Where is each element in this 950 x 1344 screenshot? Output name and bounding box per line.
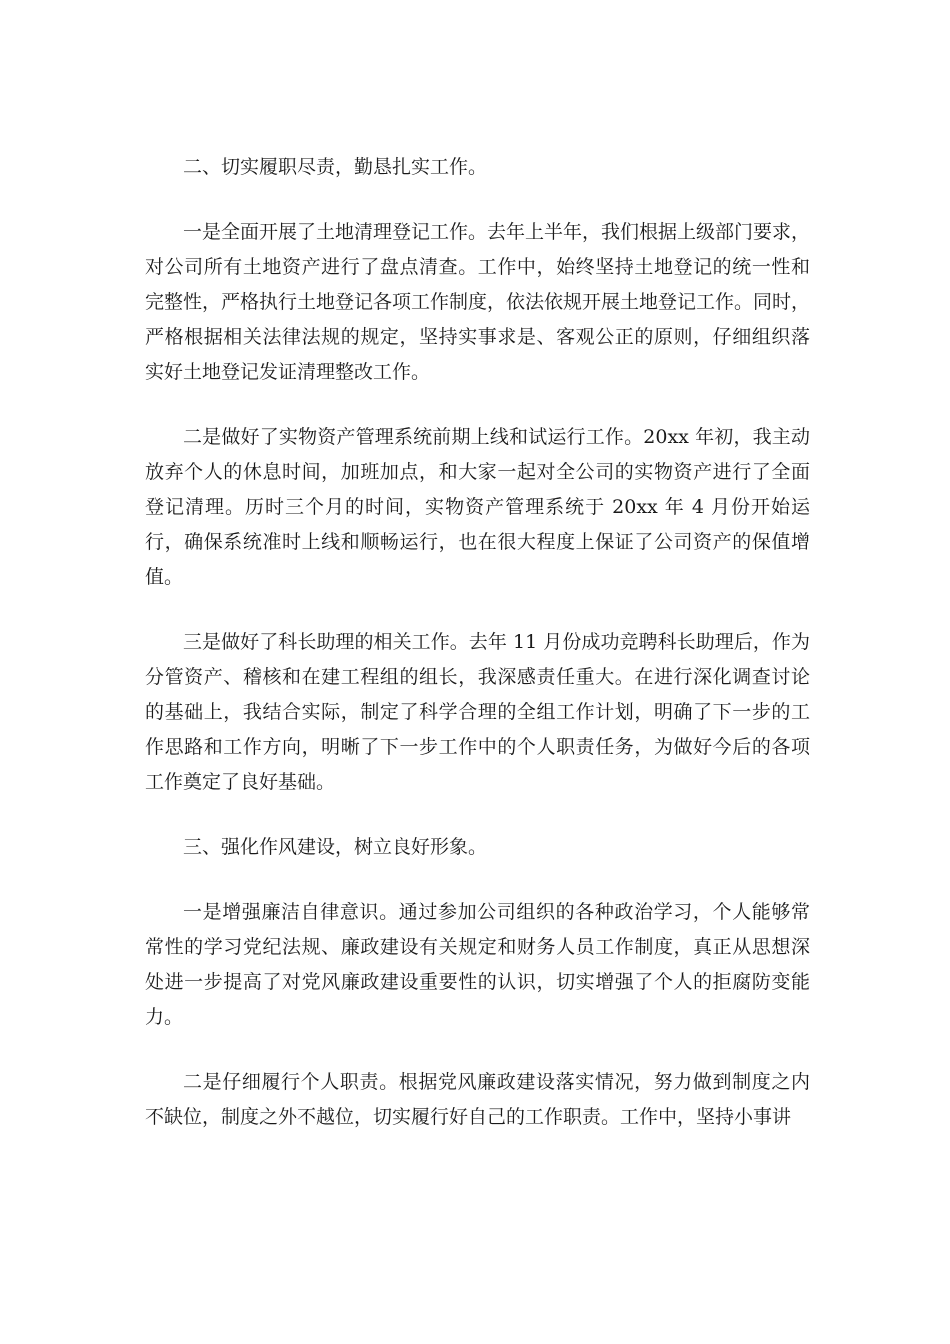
- text-line: 处进一步提高了对党风廉政建设重要性的认识，切实增强了个人的拒腐防变能: [145, 971, 810, 993]
- text-line: 二是做好了实物资产管理系统前期上线和试运行工作。20xx 年初，我主: [183, 426, 791, 448]
- text-line: 力。: [145, 1006, 184, 1028]
- text-line: 不缺位，制度之外不越位，切实履行好自己的工作职责。工作中，坚持小事讲: [145, 1106, 792, 1128]
- section-heading-2: 二、切实履职尽责，勤恳扎实工作。: [183, 156, 488, 178]
- text-line: 面登记清理。历时三个月的时间，实物资产管理系统于 20xx 年 4 月份开始运行，: [145, 461, 810, 553]
- text-line: 完整性，严格执行土地登记各项工作制度，依法依规开展土地登记工作。同时，: [145, 291, 811, 313]
- text-line: 常性的学习党纪法规、廉政建设有关规定和财务人员工作制度，真正从思想深: [145, 936, 810, 958]
- text-line: 对公司所有土地资产进行了盘点清查。工作中，始终坚持土地登记的统一性和: [145, 256, 810, 278]
- text-line: 二是仔细履行个人职责。根据党风廉政建设落实情况，努力做到制度之内: [183, 1071, 810, 1093]
- text-line: 三是做好了科长助理的相关工作。去年 11 月份成功竞聘科长助理后，作: [183, 631, 791, 653]
- paragraph-duty-fulfillment: [145, 1065, 810, 1135]
- text-line: 论的基础上，我结合实际，制定了科学合理的全组工作计划，明确了下一步的: [145, 666, 810, 723]
- document-body: [145, 150, 810, 1165]
- text-line: 实好土地登记发证清理整改工作。: [145, 361, 431, 383]
- text-line: 工作思路和工作方向，明晰了下一步工作中的个人职责任务，为做好今后的各: [145, 701, 810, 758]
- text-line: 动放弃个人的休息时间，加班加点，和大家一起对全公司的实物资产进行了全: [145, 426, 810, 483]
- text-line: 为分管资产、稽核和在建工程组的组长，我深感责任重大。在进行深化调查讨: [145, 631, 810, 688]
- text-line: 一是全面开展了土地清理登记工作。去年上半年，我们根据上级部门要求，: [183, 221, 811, 243]
- paragraph-section-assistant: [145, 625, 810, 800]
- text-line: 严格根据相关法律法规的规定，坚持实事求是、客观公正的原则，仔细组织落: [145, 326, 810, 348]
- paragraph-asset-system: [145, 420, 810, 595]
- paragraph-integrity-awareness: [145, 895, 810, 1035]
- section-heading-3: 三、强化作风建设，树立良好形象。: [183, 836, 488, 858]
- text-line: 一是增强廉洁自律意识。通过参加公司组织的各种政治学习，个人能够常: [183, 901, 810, 923]
- text-line: 确保系统准时上线和顺畅运行，也在很大程度上保证了公司资产的保值增值。: [145, 531, 810, 588]
- paragraph-land-registration: [145, 215, 810, 390]
- text-line: 项工作奠定了良好基础。: [145, 736, 810, 793]
